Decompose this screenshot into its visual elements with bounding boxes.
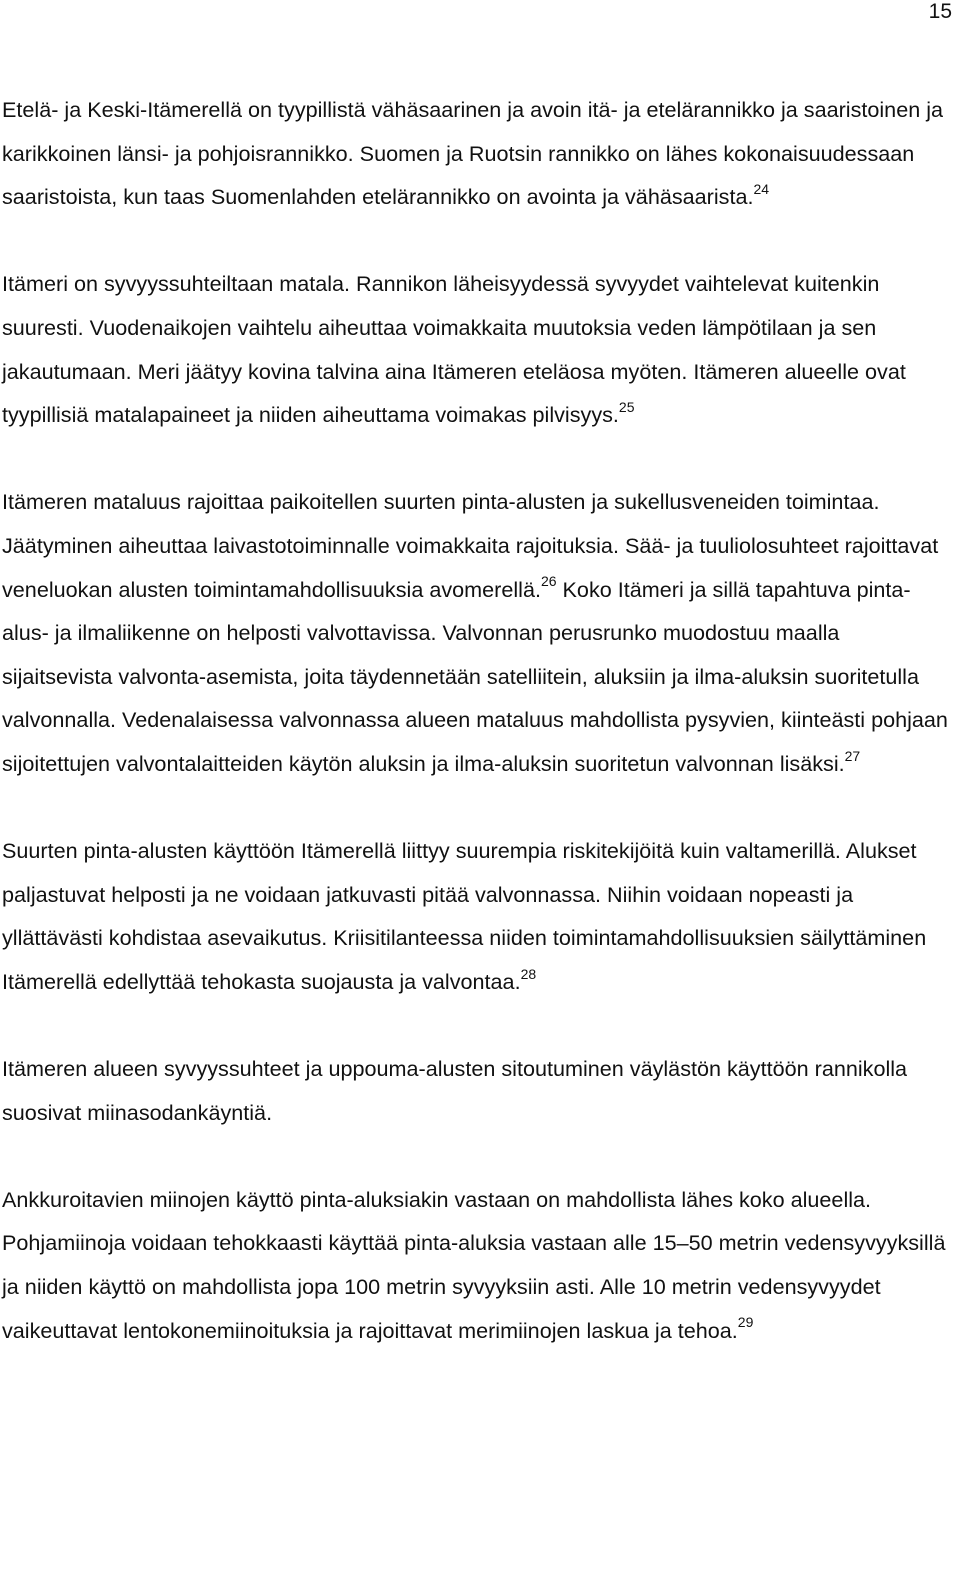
document-body (2, 88, 954, 1352)
paragraph-depth-climate (2, 262, 954, 436)
paragraph-text: Ankkuroitavien miinojen käyttö pinta-aluksiakin vastaan on mahdollista lähes koko alueella. Pohjamiinoja voidaan tehokkaasti käyttää pinta-aluksia vastaan alle 15–50 metrin vedensyvyyksillä ja niiden käyttö on mahdollista jopa 100 metrin syvyyksiin asti. Alle 10 metrin vedensyvyydet vaikeuttavat lentokonemiinoituksia ja rajoittavat merimiinojen laskua ja tehoa. (2, 1186, 946, 1343)
footnote-reference: 27 (844, 747, 861, 764)
paragraph-mines (2, 1178, 954, 1352)
page-number: 15 (928, 0, 952, 23)
paragraph-text: Koko Itämeri ja sillä tapahtuva pinta-alus- ja ilmaliikenne on helposti valvottavissa. Valvonnan perusrunko muodostuu maalla sijaitsevista valvonta-asemista, joita täydennetään satelliitein, aluksiin ja ilma-aluksin suoritetulla valvonnalla. Vedenalaisessa valvonnassa alueen mataluus mahdollista pysyvien, kiinteästi pohjaan sijoitettujen valvontalaitteiden käytön aluksin ja ilma-aluksin suoritetun valvonnan lisäksi. (2, 576, 948, 776)
paragraph-text: Suurten pinta-alusten käyttöön Itämerellä liittyy suurempia riskitekijöitä kuin valtamerillä. Alukset paljastuvat helposti ja ne voidaan jatkuvasti pitää valvonnassa. Niihin voidaan nopeasti ja yllättävästi kohdistaa asevaikutus. Kriisitilanteessa niiden toimintamahdollisuuksien säilyttäminen Itämerellä edellyttää tehokasta suojausta ja valvontaa. (2, 838, 927, 994)
paragraph-surface-vessels (2, 829, 954, 1003)
footnote-reference: 26 (540, 573, 557, 590)
footnote-reference: 25 (618, 398, 635, 415)
paragraph-text: Etelä- ja Keski-Itämerellä on tyypillistä vähäsaarinen ja avoin itä- ja etelärannikko ja saaristoinen ja karikkoinen länsi- ja pohjoisrannikko. Suomen ja Ruotsin rannikko on lähes kokonaisuudessaan saaristoista, kun taas Suomenlahden etelärannikko on avointa ja vähäsaarista. (2, 97, 944, 210)
paragraph-text: Itämeri on syvyyssuhteiltaan matala. Rannikon läheisyydessä syvyydet vaihtelevat kuitenkin suuresti. Vuodenaikojen vaihtelu aiheuttaa voimakkaita muutoksia veden lämpötilaan ja sen jakautumaan. Meri jäätyy kovina talvina aina Itämeren eteläosa myöten. Itämeren alueelle ovat tyypillisiä matalapaineet ja niiden aiheuttama voimakas pilvisyys. (2, 271, 906, 428)
paragraph-coastline (2, 88, 954, 219)
paragraph-mine-warfare (2, 1047, 954, 1134)
paragraph-text: Itämeren alueen syvyyssuhteet ja uppouma-alusten sitoutuminen väylästön käyttöön rannikolla suosivat miinasodankäyntiä. (2, 1056, 908, 1125)
paragraph-text: Itämeren mataluus rajoittaa paikoitellen suurten pinta-alusten ja sukellusveneiden toimintaa. Jäätyminen aiheuttaa laivastotoiminnalle voimakkaita rajoituksia. Sää- ja tuuliolosuhteet rajoittavat veneluokan alusten toimintamahdollisuuksia avomerellä. (2, 489, 939, 602)
footnote-reference: 24 (753, 181, 770, 197)
footnote-reference: 29 (737, 1314, 754, 1331)
paragraph-surveillance (2, 480, 954, 785)
footnote-reference: 28 (520, 965, 537, 982)
